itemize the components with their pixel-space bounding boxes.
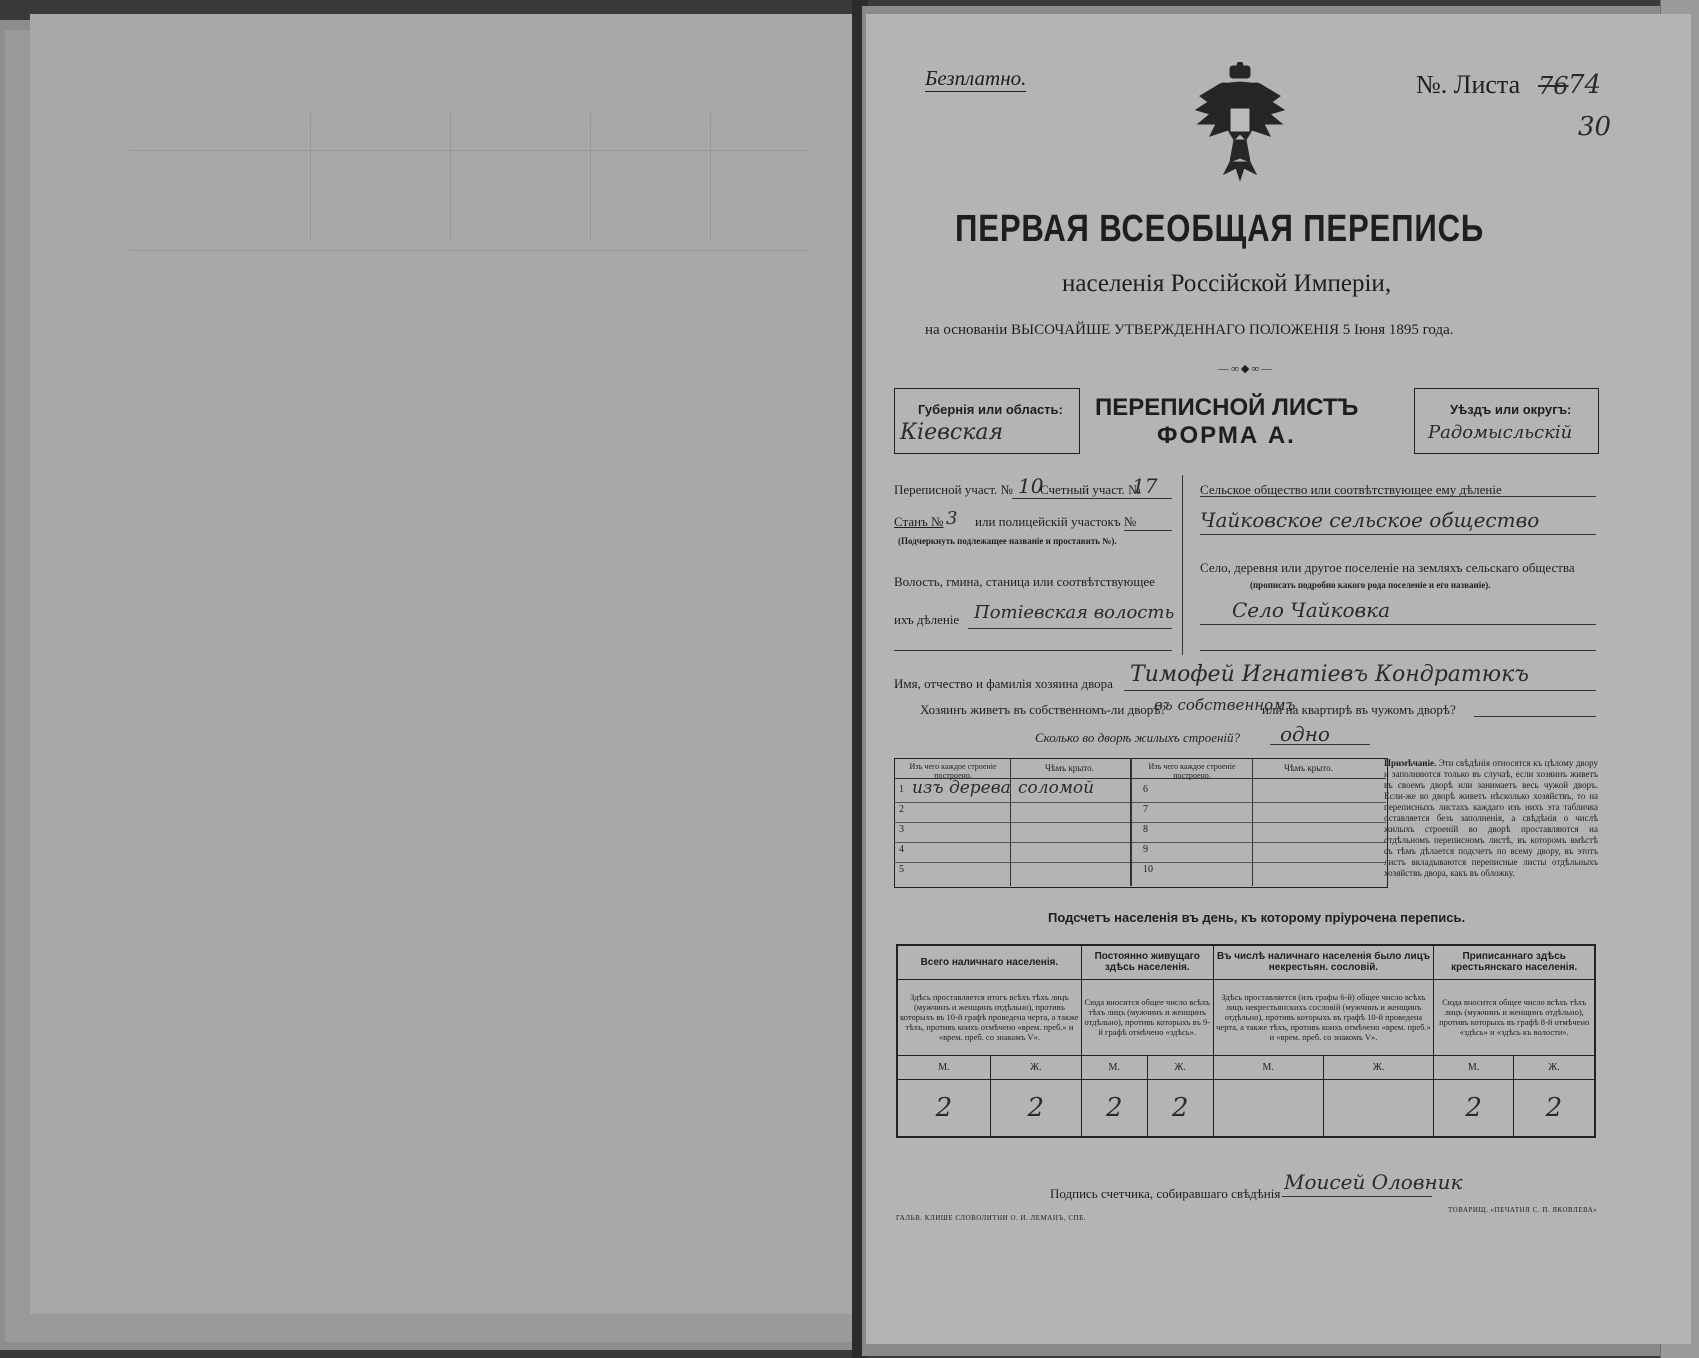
owner-value[interactable]: Тимофей Игнатіевъ Кондратюкъ <box>1130 662 1529 687</box>
buildings-row-number: 7 <box>1143 804 1148 815</box>
society-top-line <box>1200 496 1596 497</box>
count-col-3-m-value[interactable] <box>1213 1079 1323 1137</box>
buildings-col-material-left: Изъ чего каждое строеніе построено. <box>909 762 997 780</box>
count-col-2-desc: Сюда вносится общее число всѣхъ тѣхъ лицъ (мужчинъ и женщинъ отдѣльно), противъ которыхъ въ 9-й графѣ отмѣчено «здѣсь». <box>1081 979 1213 1055</box>
counting-section-label: Счетный участ. № <box>1040 482 1141 497</box>
count-col-4-m-value[interactable]: 2 <box>1434 1079 1514 1137</box>
district-box <box>1414 388 1599 454</box>
count-title: Подсчетъ населенія въ день, къ которому пріурочена перепись. <box>1048 910 1466 925</box>
census-subtitle: населенія Россійской Имперіи, <box>1062 270 1392 297</box>
ornament-divider: —∞◆∞— <box>1218 363 1275 375</box>
form-column-divider <box>1182 475 1183 655</box>
counting-section-value[interactable]: 17 <box>1132 474 1158 498</box>
buildings-label: Сколько во дворѣ жилыхъ строеній? <box>1035 730 1241 745</box>
printer-left: ГАЛЬВ. КЛИШЕ СЛОВОЛИТНИ О. И. ЛЕМАНЪ, СПБ. <box>896 1214 1086 1222</box>
village-extra-line <box>1200 650 1596 651</box>
count-col-3-m-label: М. <box>1213 1055 1323 1079</box>
buildings-row-number: 5 <box>899 864 904 875</box>
volost-line <box>968 628 1172 629</box>
count-col-1-m-value[interactable]: 2 <box>897 1079 990 1137</box>
buildings-col-material-right: Изъ чего каждое строеніе построено. <box>1148 762 1236 780</box>
count-col-1-desc: Здѣсь проставляется итогъ всѣхъ тѣхъ лицъ (мужчинъ и женщинъ отдѣльно), противъ которыхъ въ 10-й графѣ проведена черта, а также тѣхъ, противъ коихъ отмѣчено «врем. преб.» и «врем. преб. со знакомъ V». <box>897 979 1081 1055</box>
census-title: ПЕРВАЯ ВСЕОБЩАЯ ПЕРЕПИСЬ <box>955 208 1485 250</box>
count-col-2-f-value[interactable]: 2 <box>1147 1079 1213 1137</box>
buildings-row-number: 3 <box>899 824 904 835</box>
note-label: Примѣчаніе. <box>1384 758 1437 768</box>
sheet-number-struck: 76 <box>1538 72 1569 100</box>
buildings-row-line <box>1132 822 1386 823</box>
note-block <box>1384 758 1598 879</box>
volost-extra-line <box>894 650 1172 651</box>
village-value[interactable]: Село Чайковка <box>1232 598 1391 622</box>
police-label: или полицейскій участокъ № <box>975 514 1137 529</box>
count-col-4-m-label: М. <box>1434 1055 1514 1079</box>
count-col-3-f-value[interactable] <box>1323 1079 1434 1137</box>
buildings-row-line <box>1132 802 1386 803</box>
buildings-row-material[interactable]: изъ дерева <box>912 778 1011 798</box>
left-page-bleedthrough <box>130 110 820 1260</box>
census-basis: на основаніи ВЫСОЧАЙШЕ УТВЕРЖДЕННАГО ПОЛОЖЕНІЯ 5 Іюня 1895 года. <box>925 322 1454 338</box>
buildings-row-roof[interactable]: соломой <box>1018 778 1095 798</box>
buildings-col-roof-right: Чѣмъ крыто. <box>1284 763 1333 773</box>
buildings-value[interactable]: одно <box>1280 722 1330 746</box>
buildings-row-number: 10 <box>1143 864 1153 875</box>
count-col-1-head: Всего наличнаго населенія. <box>897 945 1081 979</box>
count-col-4-head: Приписаннаго здѣсь крестьянскаго населенія. <box>1434 945 1595 979</box>
census-section-label: Переписной участ. № <box>894 482 1013 497</box>
society-value[interactable]: Чайковское сельское общество <box>1200 508 1540 532</box>
free-label: Безплатно. <box>925 66 1027 90</box>
count-col-2-head: Постоянно живущаго здѣсь населенія. <box>1081 945 1213 979</box>
count-col-1-f-label: Ж. <box>990 1055 1081 1079</box>
village-label: Село, деревня или другое поселеніе на земляхъ сельскаго общества <box>1200 560 1575 575</box>
province-value[interactable]: Кіевская <box>900 420 1004 445</box>
buildings-row-line <box>894 862 1130 863</box>
form-title-1: ПЕРЕПИСНОЙ ЛИСТЪ <box>1095 394 1359 421</box>
camp-label: Станъ № <box>894 514 944 529</box>
count-col-4-f-label: Ж. <box>1513 1055 1595 1079</box>
lives-label-1: Хозяинъ живетъ въ собственномъ-ли дворѣ? <box>920 702 1167 717</box>
buildings-row-number: 8 <box>1143 824 1148 835</box>
district-label: Уѣздъ или округъ: <box>1450 402 1572 417</box>
count-col-1-f-value[interactable]: 2 <box>990 1079 1081 1137</box>
province-label: Губернія или область: <box>918 402 1063 417</box>
count-col-2-f-label: Ж. <box>1147 1055 1213 1079</box>
buildings-row-line <box>894 802 1130 803</box>
count-col-4-desc: Сюда вносится общее число всѣхъ тѣхъ лицъ (мужчинъ и женщинъ отдѣльно), противъ которыхъ въ графѣ 8-й отмѣчено «здѣсь» и «здѣсь къ волости». <box>1434 979 1595 1055</box>
camp-value[interactable]: 3 <box>946 508 958 529</box>
buildings-row-line <box>1132 862 1386 863</box>
count-col-2-m-label: М. <box>1081 1055 1147 1079</box>
underline-note: (Подчеркнуть подлежащее названіе и проставить №). <box>898 536 1117 546</box>
volost-label-1: Волость, гмина, станица или соотвѣтствующее <box>894 574 1155 589</box>
sheet-number-extra: 30 <box>1578 112 1612 142</box>
count-col-2-m-value[interactable]: 2 <box>1081 1079 1147 1137</box>
signature-value[interactable]: Моисей Оловник <box>1284 1170 1463 1194</box>
society-line <box>1200 534 1596 535</box>
signature-label: Подпись счетчика, собиравшаго свѣдѣнія <box>1050 1186 1281 1201</box>
police-line <box>1124 530 1172 531</box>
village-note: (прописать подробно какого рода поселеніе и его названіе). <box>1250 580 1491 590</box>
lives-value[interactable]: въ собственномъ <box>1154 696 1296 714</box>
district-value[interactable]: Радомысльскій <box>1428 422 1573 443</box>
buildings-row-number: 4 <box>899 844 904 855</box>
society-label: Сельское общество или соотвѣтствующее ему дѣленіе <box>1200 482 1502 497</box>
census-section-line <box>1012 498 1172 499</box>
volost-label-2: ихъ дѣленіе <box>894 612 960 627</box>
buildings-row-number: 1 <box>899 784 904 795</box>
owner-label: Имя, отчество и фамилія хозяина двора <box>894 676 1113 691</box>
volost-value[interactable]: Потіевская волость <box>974 602 1175 623</box>
sheet-number-value: 74 <box>1568 70 1602 100</box>
count-col-3-f-label: Ж. <box>1323 1055 1434 1079</box>
buildings-row-line <box>894 842 1130 843</box>
lives-label-2: или на квартирѣ въ чужомъ дворѣ? <box>1262 702 1456 717</box>
census-section-value[interactable]: 10 <box>1018 474 1044 498</box>
buildings-line <box>1270 744 1370 745</box>
buildings-row-line <box>1132 842 1386 843</box>
printer-right: ТОВАРИЩ. «ПЕЧАТНЯ С. П. ЯКОВЛЕВА» <box>1448 1206 1598 1214</box>
note-text: Эти свѣдѣнія относятся къ цѣлому двору и заполняются только въ случаѣ, если хозяинъ живетъ въ своемъ дворѣ или занимаетъ весь чужой дворъ. Если-же во дворѣ живетъ нѣсколько хозяйствъ, то на переписныхъ листахъ каждаго изъ нихъ эта табличка оставляется безъ заполненія, а свѣдѣнія о числѣ жилыхъ строеній во дворѣ проставляются на отдѣльномъ переписномъ листѣ, въ которомъ вмѣстѣ съ тѣмъ дѣлается подсчетъ по всему двору, въ этотъ листъ вкладываются переписные листы отдѣльныхъ хозяйствъ двора, какъ въ обложку. <box>1384 758 1598 878</box>
count-col-1-m-label: М. <box>897 1055 990 1079</box>
buildings-row-line <box>894 822 1130 823</box>
buildings-row-number: 2 <box>899 804 904 815</box>
buildings-col-roof-left: Чѣмъ крыто. <box>1045 763 1094 773</box>
buildings-row-number: 6 <box>1143 784 1148 795</box>
buildings-row-number: 9 <box>1143 844 1148 855</box>
count-col-3-desc: Здѣсь проставляется (изъ графы 6-й) общее число всѣхъ лицъ некрестьянскихъ сословій (мужчинъ и женщинъ отдѣльно), противъ которыхъ въ графѣ 10-й проведена черта, а также тѣхъ, противъ коихъ отмѣчено «врем. преб.» и «врем. преб. со знакомъ V». <box>1213 979 1434 1055</box>
population-count-table <box>896 944 1596 1138</box>
count-col-4-f-value[interactable]: 2 <box>1513 1079 1595 1137</box>
signature-line <box>1282 1196 1432 1197</box>
count-col-3-head: Въ числѣ наличнаго населенія было лицъ некрестьян. сословій. <box>1213 945 1434 979</box>
lives-line <box>1474 716 1596 717</box>
imperial-eagle-emblem <box>1190 62 1290 192</box>
form-title-2: ФОРМА А. <box>1157 422 1296 449</box>
owner-line <box>1124 690 1596 691</box>
village-line <box>1200 624 1596 625</box>
sheet-number-label: №. Листа <box>1416 70 1521 99</box>
